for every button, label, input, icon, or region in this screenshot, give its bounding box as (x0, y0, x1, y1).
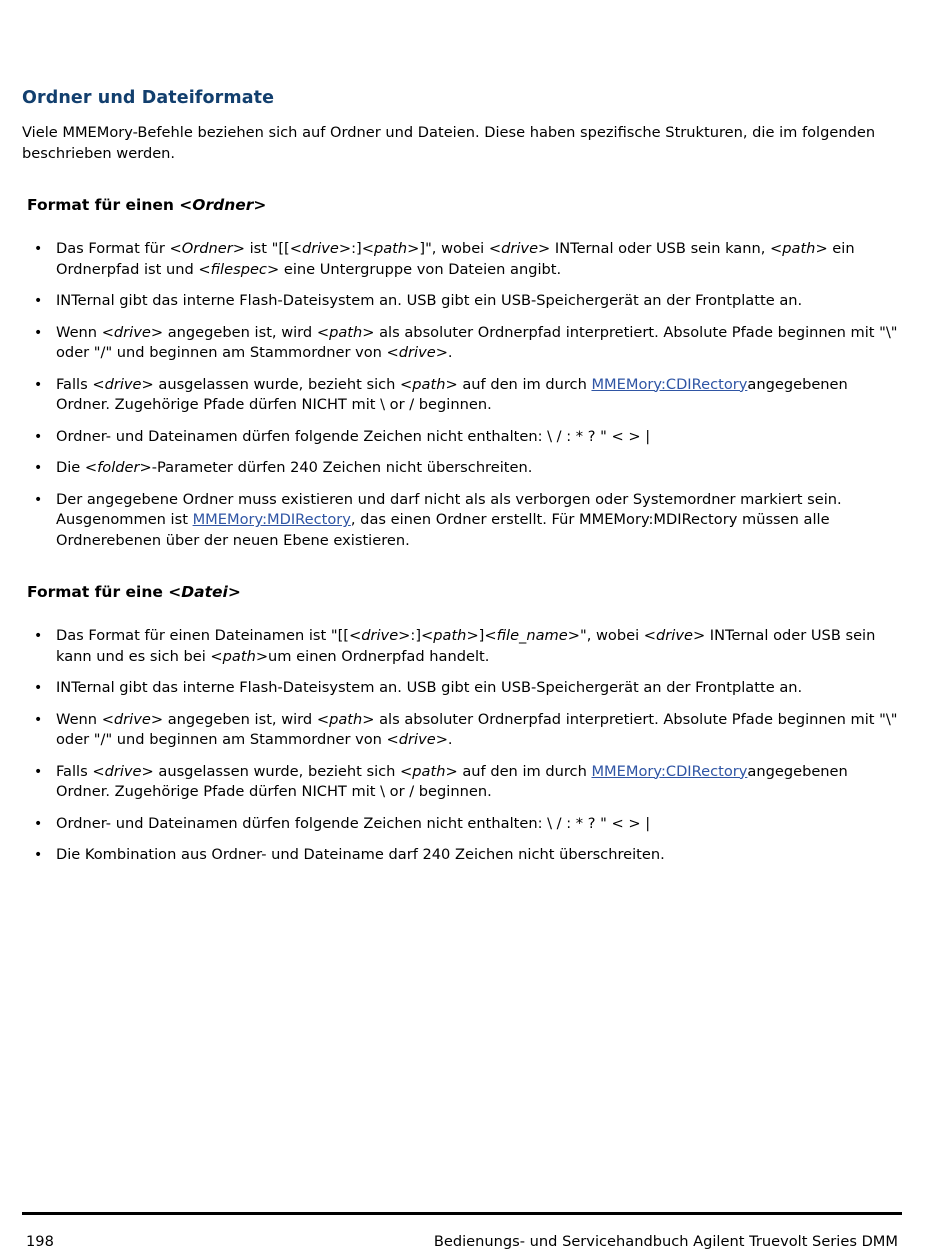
folder-heading-prefix: Format für einen (27, 196, 180, 214)
text-run: > als absoluter Ordnerpfad interpretiert. Absolute Pfade beginnen mit "\" oder "/" und beginnen am Stammordner von < (56, 323, 898, 361)
file-heading-prefix: Format für eine (27, 583, 169, 601)
list-item (0, 239, 900, 280)
text-run: > angegeben ist, wird < (150, 710, 330, 728)
bullet-icon: • (34, 815, 43, 832)
text-run: > ausgelassen wurde, bezieht sich < (141, 762, 413, 780)
text-run: Falls < (56, 375, 105, 393)
list-item (0, 710, 900, 751)
text-run: > ausgelassen wurde, bezieht sich < (141, 375, 413, 393)
list-item (0, 458, 900, 479)
section-title: Ordner und Dateiformate (22, 88, 275, 108)
command-link[interactable]: MMEMory:CDIRectory (591, 375, 748, 393)
folder-heading-term: <Ordner> (179, 196, 267, 214)
parameter-term: drive (301, 240, 339, 257)
text-run: >]< (466, 627, 497, 644)
text-run: > INTernal oder USB sein kann und es sich bei < (56, 627, 876, 665)
text-run: > eine Untergruppe von Dateien angibt. (266, 260, 562, 278)
text-run: >. (435, 731, 453, 748)
text-run: >-Parameter dürfen 240 Zeichen nicht überschreiten. (139, 459, 533, 476)
parameter-term: path (329, 323, 363, 341)
text-run: Falls < (56, 762, 105, 780)
folder-format-list (0, 239, 900, 562)
bullet-icon: • (34, 711, 43, 728)
bullet-icon: • (34, 324, 43, 341)
parameter-term: drive (104, 375, 142, 393)
parameter-term: file_name (496, 627, 568, 644)
text-run: Die < (56, 459, 98, 476)
file-format-heading (27, 583, 241, 601)
text-run: >um einen Ordnerpfad handelt. (255, 647, 490, 665)
file-format-list (0, 626, 900, 877)
bullet-icon: • (34, 628, 43, 644)
list-item (0, 626, 900, 667)
parameter-term: path (329, 710, 363, 728)
parameter-term: path (433, 627, 467, 644)
text-run: > ein Ordnerpfad ist und < (56, 240, 855, 278)
text-run: >:]< (398, 627, 434, 644)
parameter-term: drive (104, 762, 142, 780)
list-item (0, 427, 900, 448)
file-heading-term: <Datei> (168, 583, 241, 601)
document-title: Bedienungs- und Servicehandbuch Agilent Truevolt Series DMM (433, 1233, 898, 1250)
parameter-term: drive (113, 323, 151, 341)
folder-format-heading (27, 196, 266, 214)
bullet-icon: • (34, 241, 43, 257)
text-run: > ist "[[< (232, 240, 302, 257)
bullet-icon: • (34, 491, 43, 508)
intro-paragraph: Viele MMEMory-Befehle beziehen sich auf Ordner und Dateien. Diese haben spezifische Strukturen, die im folgenden beschrieben werden. (22, 124, 876, 162)
bullet-icon: • (34, 847, 43, 863)
parameter-term: path (412, 762, 446, 780)
text-run: INTernal gibt das interne Flash-Dateisystem an. USB gibt ein USB-Speichergerät an der Frontplatte an. (56, 292, 803, 309)
parameter-term: drive (656, 627, 693, 644)
bullet-icon: • (34, 376, 43, 393)
text-run: >. (435, 344, 453, 361)
list-item (0, 375, 900, 416)
text-run: > auf den im durch (445, 762, 592, 780)
parameter-term: filespec (210, 260, 267, 278)
command-link[interactable]: MMEMory:MDIRectory (192, 511, 351, 528)
list-item (0, 762, 900, 803)
text-run: INTernal gibt das interne Flash-Dateisystem an. USB gibt ein USB-Speichergerät an der Frontplatte an. (56, 679, 803, 696)
text-run: > INTernal oder USB sein kann, < (538, 240, 783, 257)
parameter-term: folder (97, 459, 140, 476)
bullet-icon: • (34, 293, 43, 309)
parameter-term: drive (398, 731, 436, 748)
text-run: Wenn < (56, 323, 114, 341)
text-run: > angegeben ist, wird < (150, 323, 330, 341)
parameter-term: drive (398, 344, 436, 361)
list-item (0, 814, 900, 835)
text-run: Ordner- und Dateinamen dürfen folgende Zeichen nicht enthalten: \ / : * ? " < > | (56, 427, 651, 445)
parameter-term: drive (361, 627, 399, 644)
bullet-icon: • (34, 428, 43, 445)
text-run: Die Kombination aus Ordner- und Dateiname darf 240 Zeichen nicht überschreiten. (56, 846, 665, 863)
bullet-icon: • (34, 763, 43, 780)
parameter-term: path (373, 240, 408, 257)
parameter-term: path (412, 375, 446, 393)
text-run: >]", wobei < (407, 240, 502, 257)
list-item (0, 323, 900, 364)
list-item (0, 490, 900, 552)
text-run: Das Format für einen Dateinamen ist "[[< (56, 627, 362, 644)
text-run: , das einen Ordner erstellt. Für MMEMory:MDIRectory müssen alle Ordnerebenen über der neuen Ebene existieren. (56, 511, 830, 549)
parameter-term: drive (113, 710, 151, 728)
parameter-term: drive (501, 240, 539, 257)
list-item (0, 291, 900, 312)
parameter-term: path (222, 647, 256, 665)
text-run: Der angegebene Ordner muss existieren und darf nicht als als verborgen oder Systemordner markiert sein. Ausgenommen ist (56, 490, 842, 528)
bullet-icon: • (34, 460, 43, 476)
list-item (0, 845, 900, 866)
text-run: >", wobei < (567, 627, 656, 644)
text-run: angegebenen Ordner. Zugehörige Pfade dürfen NICHT mit \ or / beginnen. (56, 375, 848, 413)
parameter-term: Ordner (181, 240, 233, 257)
parameter-term: path (782, 240, 816, 257)
text-run: >:]< (338, 240, 374, 257)
list-item (0, 678, 900, 699)
text-run: > auf den im durch (445, 375, 592, 393)
page-number: 198 (26, 1233, 54, 1250)
text-run: Ordner- und Dateinamen dürfen folgende Zeichen nicht enthalten: \ / : * ? " < > | (56, 814, 651, 832)
text-run: angegebenen Ordner. Zugehörige Pfade dürfen NICHT mit \ or / beginnen. (56, 762, 848, 800)
bullet-icon: • (34, 680, 43, 696)
command-link[interactable]: MMEMory:CDIRectory (591, 762, 748, 780)
text-run: Wenn < (56, 710, 114, 728)
text-run: Das Format für < (56, 240, 182, 257)
footer-rule (22, 1212, 902, 1215)
text-run: > als absoluter Ordnerpfad interpretiert. Absolute Pfade beginnen mit "\" oder "/" und beginnen am Stammordner von < (56, 710, 898, 748)
